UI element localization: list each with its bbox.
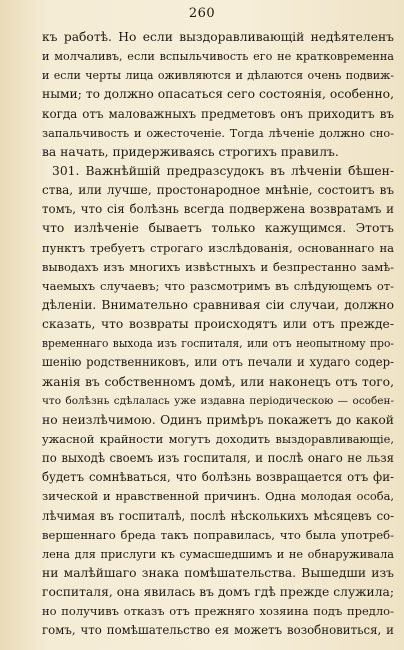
text-line: выводахъ изъ многихъ извѣстныхъ и безпрестанно замѣ-: [42, 259, 394, 274]
text-line: ужасной крайности могутъ доходить выздоравливающіе,: [42, 431, 394, 446]
text-line: лена для прислуги къ сумасшедшимъ и не обнаруживала: [42, 547, 394, 561]
text-line: 301. Важнѣйшій предразсудокъ въ лѣченіи бѣшен-: [52, 163, 394, 178]
text-line: запальчивость и ожесточеніе. Тогда лѣченіе должно сно-: [42, 126, 394, 140]
text-line: къ работѣ. Но если выздоравливающій недѣятеленъ: [42, 30, 394, 44]
text-line: ства, или лучше, простонародное мнѣніе, состоитъ въ: [42, 183, 394, 198]
text-line: ва начать, придерживаясь строгихъ правилъ.: [42, 144, 339, 159]
body-text: [42, 28, 394, 641]
text-line: дѣленіи. Внимательно сравнивая сіи случаи, должно: [42, 297, 394, 312]
text-line: и молчаливъ, если вспыльчивость его не кратковременна: [42, 50, 394, 64]
text-line: госпиталя, она явилась въ домъ гдѣ прежде служила;: [42, 585, 394, 600]
text-line: томъ, что сія болѣзнь всегда подвержена возвратамъ и: [42, 202, 394, 217]
text-line: временнаго выхода изъ госпиталя, или отъ неопытному про-: [42, 337, 394, 351]
text-line: когда отъ маловажныхъ предметовъ онъ приходитъ въ: [42, 106, 394, 121]
text-line: зической и нравственной причинъ. Одна молодая особа,: [42, 489, 394, 504]
text-line: и если черты лица оживляются и дѣлаются очень подвиж-: [42, 69, 394, 83]
text-line: ными; то должно опасаться сего состоянія, особенно,: [42, 87, 394, 102]
text-line: лѣчимая въ госпиталѣ, послѣ нѣсколькихъ мѣсяцевъ со-: [42, 508, 394, 523]
text-line: будетъ сомнѣваться, что болѣзнь возвращается отъ фи-: [42, 470, 394, 485]
text-line: ни малѣйшаго знака помѣшательства. Вышедши изъ: [42, 565, 394, 580]
text-line: вершеннаго бреда такъ поправилась, что была употреб-: [42, 527, 394, 542]
text-line: пунктъ требуетъ строгаго изслѣдованія, основаннаго на: [42, 240, 394, 255]
text-line: шенію родственниковъ, или отъ печали и худаго содер-: [42, 355, 394, 370]
text-line: сказать, что возвраты происходятъ или отъ преждe-: [42, 317, 394, 332]
text-line: гомъ, что помѣшательство ея можетъ возобновиться, и: [42, 623, 394, 638]
text-line: но неизлѣчимою. Одинъ примѣръ покажетъ до какой: [42, 412, 394, 427]
text-line: по выходѣ своемъ изъ госпиталя, и послѣ онаго не льзя: [42, 451, 394, 466]
text-line: что излѣченіе бываетъ только кажущимся. Этотъ: [42, 221, 394, 236]
text-line: жанія въ собственномъ домѣ, или наконецъ отъ того,: [42, 374, 394, 389]
page-number: 260: [188, 6, 216, 21]
text-line: что болѣзнь сдѣлалась уже издавна періодическою — особен-: [42, 394, 394, 407]
text-line: но получивъ отказъ отъ прежняго хозяина подъ предло-: [42, 604, 394, 619]
text-line: чаемыхъ случаевъ; что разсмотримъ въ слѣдующемъ от-: [42, 278, 394, 293]
